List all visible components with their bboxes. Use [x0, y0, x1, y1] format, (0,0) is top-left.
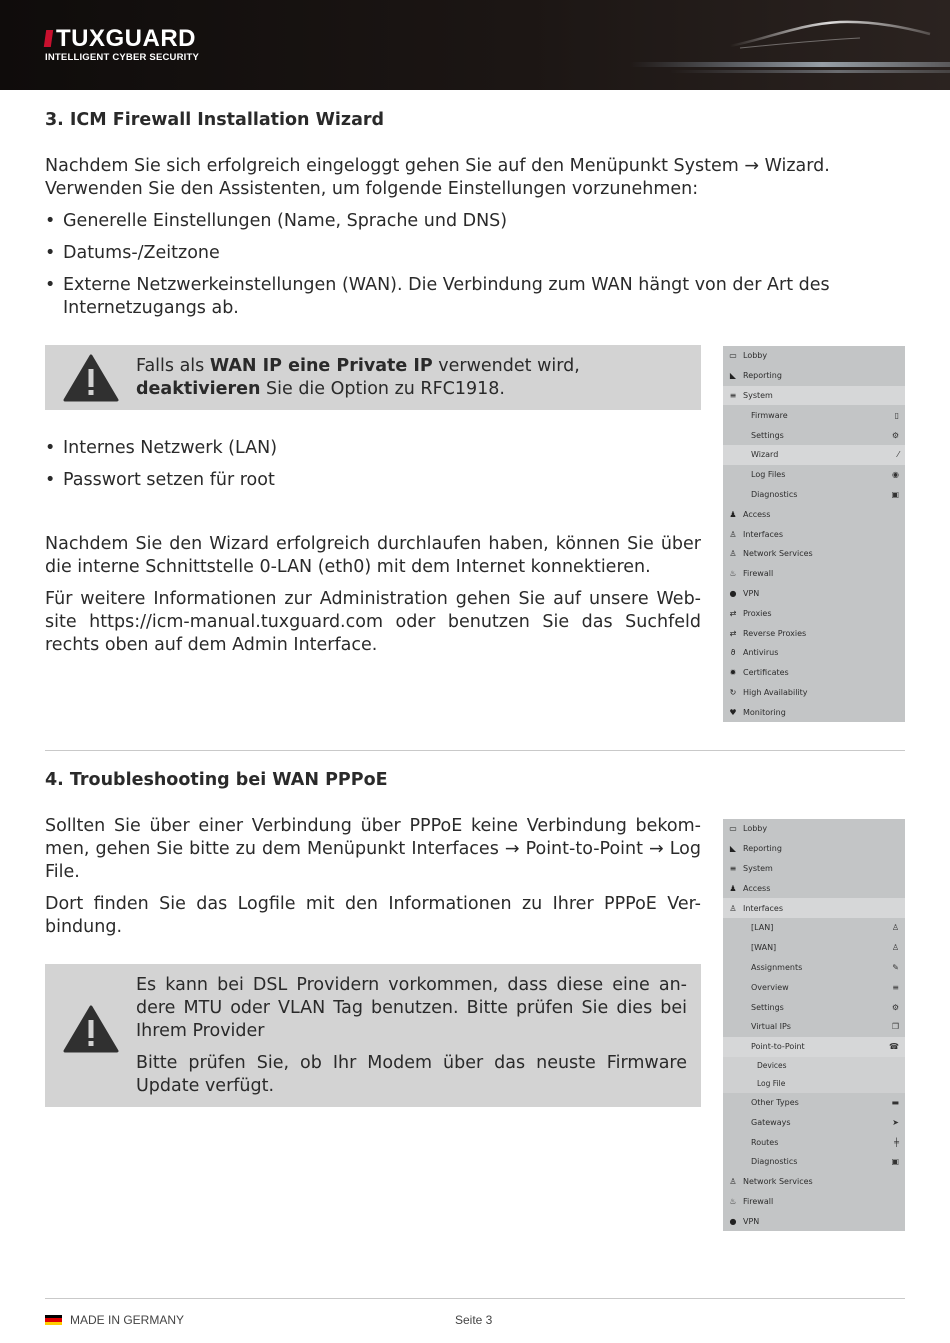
- menu-item-label: Log File: [757, 1079, 786, 1089]
- menu-item-label: Firewall: [743, 1196, 774, 1206]
- warning-icon: [63, 1004, 119, 1054]
- note-paragraph-2: Bitte prüfen Sie, ob Ihr Modem über das neuste Firmware Update verfügt.: [136, 1053, 687, 1096]
- menu-item-right-icon: ♙: [891, 923, 899, 933]
- menu-item-label: Settings: [751, 430, 784, 440]
- menu-item-right-icon: ≡: [892, 982, 899, 992]
- car-silhouette-decoration: [610, 0, 950, 90]
- menu-item-label: Other Types: [751, 1097, 799, 1107]
- menu-item-icon: ♙: [729, 529, 737, 539]
- menu-item-icon: ♙: [729, 549, 737, 559]
- warning-note-text: [136, 355, 687, 401]
- interfaces-menu-screenshot: [723, 819, 905, 1231]
- menu-item[interactable]: [723, 1017, 905, 1037]
- menu-item-label: [LAN]: [751, 923, 774, 933]
- menu-item-icon: ϑ: [730, 648, 736, 658]
- menu-item-icon: ♟: [729, 509, 737, 519]
- note-bold-part: deaktivieren: [136, 379, 261, 399]
- note-paragraph-1: Es kann bei DSL Providern vorkommen, dass diese eine an- dere MTU oder VLAN Tag benutzen. Bitte prüfen Sie dies bei Ihrem Provider: [136, 975, 687, 1041]
- menu-item-label: Lobby: [743, 824, 768, 834]
- menu-item-icon: ✹: [729, 668, 737, 678]
- section-3-intro: [45, 155, 860, 201]
- menu-item-label: Lobby: [743, 351, 768, 361]
- note-text-part: Falls als: [136, 356, 210, 376]
- menu-item-right-icon: ⚙: [891, 430, 899, 440]
- menu-item[interactable]: [723, 544, 905, 564]
- menu-item-right-icon: ✎: [892, 962, 899, 972]
- menu-item-label: Diagnostics: [751, 489, 798, 499]
- menu-item-right-icon: ╪: [894, 1137, 899, 1147]
- menu-item-label: Gateways: [751, 1117, 791, 1127]
- list-item: • Passwort setzen für root: [45, 469, 860, 492]
- logo-mark: [44, 30, 53, 47]
- menu-item[interactable]: [723, 405, 905, 425]
- page-header: [0, 0, 950, 90]
- menu-item-label: Devices: [757, 1061, 787, 1071]
- menu-item[interactable]: [723, 878, 905, 898]
- menu-item[interactable]: [723, 918, 905, 938]
- german-flag-icon: [45, 1315, 62, 1325]
- menu-item-label: Monitoring: [743, 707, 786, 717]
- menu-item-label: Reverse Proxies: [743, 628, 807, 638]
- note-text-part: verwendet wird,: [432, 356, 580, 376]
- menu-item[interactable]: [723, 819, 905, 839]
- menu-item-icon: ▭: [729, 351, 737, 361]
- page-number: Seite 3: [455, 1313, 493, 1327]
- intro-line-1: Nachdem Sie sich erfolgreich eingeloggt gehen Sie auf den Menüpunkt System → Wizard.: [45, 156, 830, 176]
- intro-line-2: Verwenden Sie den Assistenten, um folgende Einstellungen vorzunehmen:: [45, 179, 699, 199]
- menu-item-label: Proxies: [743, 608, 772, 618]
- menu-item[interactable]: [723, 1112, 905, 1132]
- menu-item[interactable]: [723, 977, 905, 997]
- menu-item-icon: ♙: [729, 1177, 737, 1187]
- menu-item-label: Overview: [751, 982, 789, 992]
- menu-item[interactable]: [723, 603, 905, 623]
- menu-item[interactable]: [723, 1211, 905, 1231]
- menu-item-right-icon: ▯: [894, 410, 899, 420]
- list-item: • Externe Netzwerkeinstellungen (WAN). Die Verbindung zum WAN hängt von der Art des Internetzugangs ab.: [45, 274, 860, 320]
- menu-item[interactable]: [723, 465, 905, 485]
- list-item: • Datums-/Zeitzone: [45, 242, 860, 265]
- menu-item-label: Wizard: [751, 450, 779, 460]
- menu-item[interactable]: [723, 859, 905, 879]
- menu-item[interactable]: [723, 366, 905, 386]
- menu-item[interactable]: [723, 346, 905, 366]
- menu-item-label: Firewall: [743, 569, 774, 579]
- menu-item[interactable]: [723, 663, 905, 683]
- warning-note-box: [45, 964, 701, 1107]
- menu-item[interactable]: [723, 1172, 905, 1192]
- menu-item-label: Network Services: [743, 549, 813, 559]
- menu-item[interactable]: [723, 839, 905, 859]
- menu-item-label: Certificates: [743, 668, 789, 678]
- section-3-paragraph-2: Für weitere Informationen zur Administration gehen Sie auf unsere Web- site https://icm-manual.tuxguard.com oder benutzen Sie das Suchfeld rechts oben auf dem Admin Interface.: [45, 589, 701, 655]
- menu-item-icon: ▭: [729, 824, 737, 834]
- menu-item[interactable]: [723, 1037, 905, 1057]
- menu-item-label: High Availability: [743, 687, 808, 697]
- menu-item[interactable]: [723, 524, 905, 544]
- menu-item-label: VPN: [743, 1216, 760, 1226]
- note-text-part: Sie die Option zu RFC1918.: [260, 379, 505, 399]
- menu-item-icon: ♙: [729, 903, 737, 913]
- menu-item[interactable]: [723, 702, 905, 722]
- menu-item-label: VPN: [743, 588, 760, 598]
- menu-item-icon: ♥: [729, 707, 737, 717]
- menu-item[interactable]: [723, 485, 905, 505]
- menu-item[interactable]: [723, 425, 905, 445]
- menu-item-right-icon: ◉: [892, 470, 899, 480]
- menu-item-label: Reporting: [743, 371, 782, 381]
- menu-item[interactable]: [723, 683, 905, 703]
- made-in-label: MADE IN GERMANY: [70, 1313, 185, 1327]
- menu-item-label: Log Files: [751, 470, 786, 480]
- menu-item-right-icon: ▣: [891, 489, 899, 499]
- menu-item-label: Access: [743, 509, 771, 519]
- section-divider: [45, 750, 905, 751]
- menu-item-icon: ⇄: [729, 628, 737, 638]
- menu-item-label: [WAN]: [751, 943, 777, 953]
- menu-item-label: Settings: [751, 1002, 784, 1012]
- menu-item[interactable]: [723, 564, 905, 584]
- logo-text: TUXGUARD: [56, 25, 196, 52]
- note-bold-part: WAN IP eine Private IP: [209, 356, 433, 376]
- menu-item[interactable]: [723, 386, 905, 406]
- menu-item-right-icon: ⚙: [891, 1002, 899, 1012]
- menu-item[interactable]: [723, 504, 905, 524]
- menu-item-right-icon: ☎: [889, 1042, 899, 1052]
- menu-item-label: Routes: [751, 1137, 779, 1147]
- menu-item-icon: ↻: [729, 687, 737, 697]
- menu-item-label: Point-to-Point: [751, 1042, 805, 1052]
- menu-item-right-icon: ⁄: [897, 450, 899, 460]
- menu-item[interactable]: [723, 1192, 905, 1212]
- menu-item[interactable]: [723, 445, 905, 465]
- footer-divider: [45, 1298, 905, 1299]
- menu-item-icon: ♟: [729, 883, 737, 893]
- menu-item-icon: ≡: [729, 863, 737, 873]
- menu-item[interactable]: [723, 643, 905, 663]
- menu-item-icon: ◣: [729, 371, 737, 381]
- menu-item-right-icon: ❐: [891, 1022, 899, 1032]
- menu-item-label: Firmware: [751, 410, 788, 420]
- list-item: • Generelle Einstellungen (Name, Sprache und DNS): [45, 210, 860, 233]
- menu-item[interactable]: [723, 997, 905, 1017]
- menu-item-label: Access: [743, 883, 771, 893]
- menu-item[interactable]: [723, 1152, 905, 1172]
- menu-item-label: System: [743, 390, 773, 400]
- menu-item[interactable]: [723, 938, 905, 958]
- logo-tagline: INTELLIGENT CYBER SECURITY: [45, 52, 200, 63]
- section-4-paragraph-2: Dort finden Sie das Logfile mit den Informationen zu Ihrer PPPoE Ver- bindung.: [45, 894, 701, 937]
- menu-item-right-icon: ▬: [891, 1097, 899, 1107]
- warning-note-box: [45, 345, 701, 410]
- menu-item-label: Assignments: [751, 962, 803, 972]
- menu-item-label: Diagnostics: [751, 1157, 798, 1167]
- menu-item[interactable]: [723, 958, 905, 978]
- section-4-title: 4. Troubleshooting bei WAN PPPoE: [45, 770, 388, 790]
- section-3-paragraph-1: Nachdem Sie den Wizard erfolgreich durchlaufen haben, können Sie über die interne Schnittstelle 0-LAN (eth0) mit dem Internet konnektieren.: [45, 534, 701, 577]
- menu-item[interactable]: [723, 898, 905, 918]
- menu-item-icon: ♨: [729, 1196, 737, 1206]
- menu-item-icon: ◣: [729, 844, 737, 854]
- menu-item-icon: ●: [729, 1216, 737, 1226]
- menu-item-label: Network Services: [743, 1177, 813, 1187]
- menu-item-label: Reporting: [743, 844, 782, 854]
- section-3-title: 3. ICM Firewall Installation Wizard: [45, 110, 385, 130]
- menu-item[interactable]: [723, 1075, 905, 1093]
- menu-item[interactable]: [723, 1057, 905, 1075]
- menu-item-label: Virtual IPs: [751, 1022, 791, 1032]
- section-4-paragraph-1: Sollten Sie über einer Verbindung über PPPoE keine Verbindung bekom- men, gehen Sie bitte zu dem Menüpunkt Interfaces → Point-to-Point → Log File.: [45, 816, 701, 882]
- system-menu-screenshot: [723, 346, 905, 722]
- menu-item[interactable]: [723, 1093, 905, 1113]
- menu-item-right-icon: ♙: [891, 943, 899, 953]
- list-item: • Internes Netzwerk (LAN): [45, 437, 860, 460]
- menu-item-icon: ≡: [729, 390, 737, 400]
- menu-item-icon: ♨: [729, 569, 737, 579]
- menu-item-icon: ●: [729, 588, 737, 598]
- menu-item[interactable]: [723, 584, 905, 604]
- menu-item[interactable]: [723, 1132, 905, 1152]
- warning-note-text: [136, 974, 687, 1098]
- menu-item[interactable]: [723, 623, 905, 643]
- menu-item-right-icon: ➤: [892, 1117, 899, 1127]
- menu-item-label: Interfaces: [743, 529, 783, 539]
- menu-item-label: System: [743, 863, 773, 873]
- menu-item-label: Interfaces: [743, 903, 783, 913]
- menu-item-label: Antivirus: [743, 648, 779, 658]
- warning-icon: [63, 353, 119, 403]
- menu-item-icon: ⇄: [729, 608, 737, 618]
- menu-item-right-icon: ▣: [891, 1157, 899, 1167]
